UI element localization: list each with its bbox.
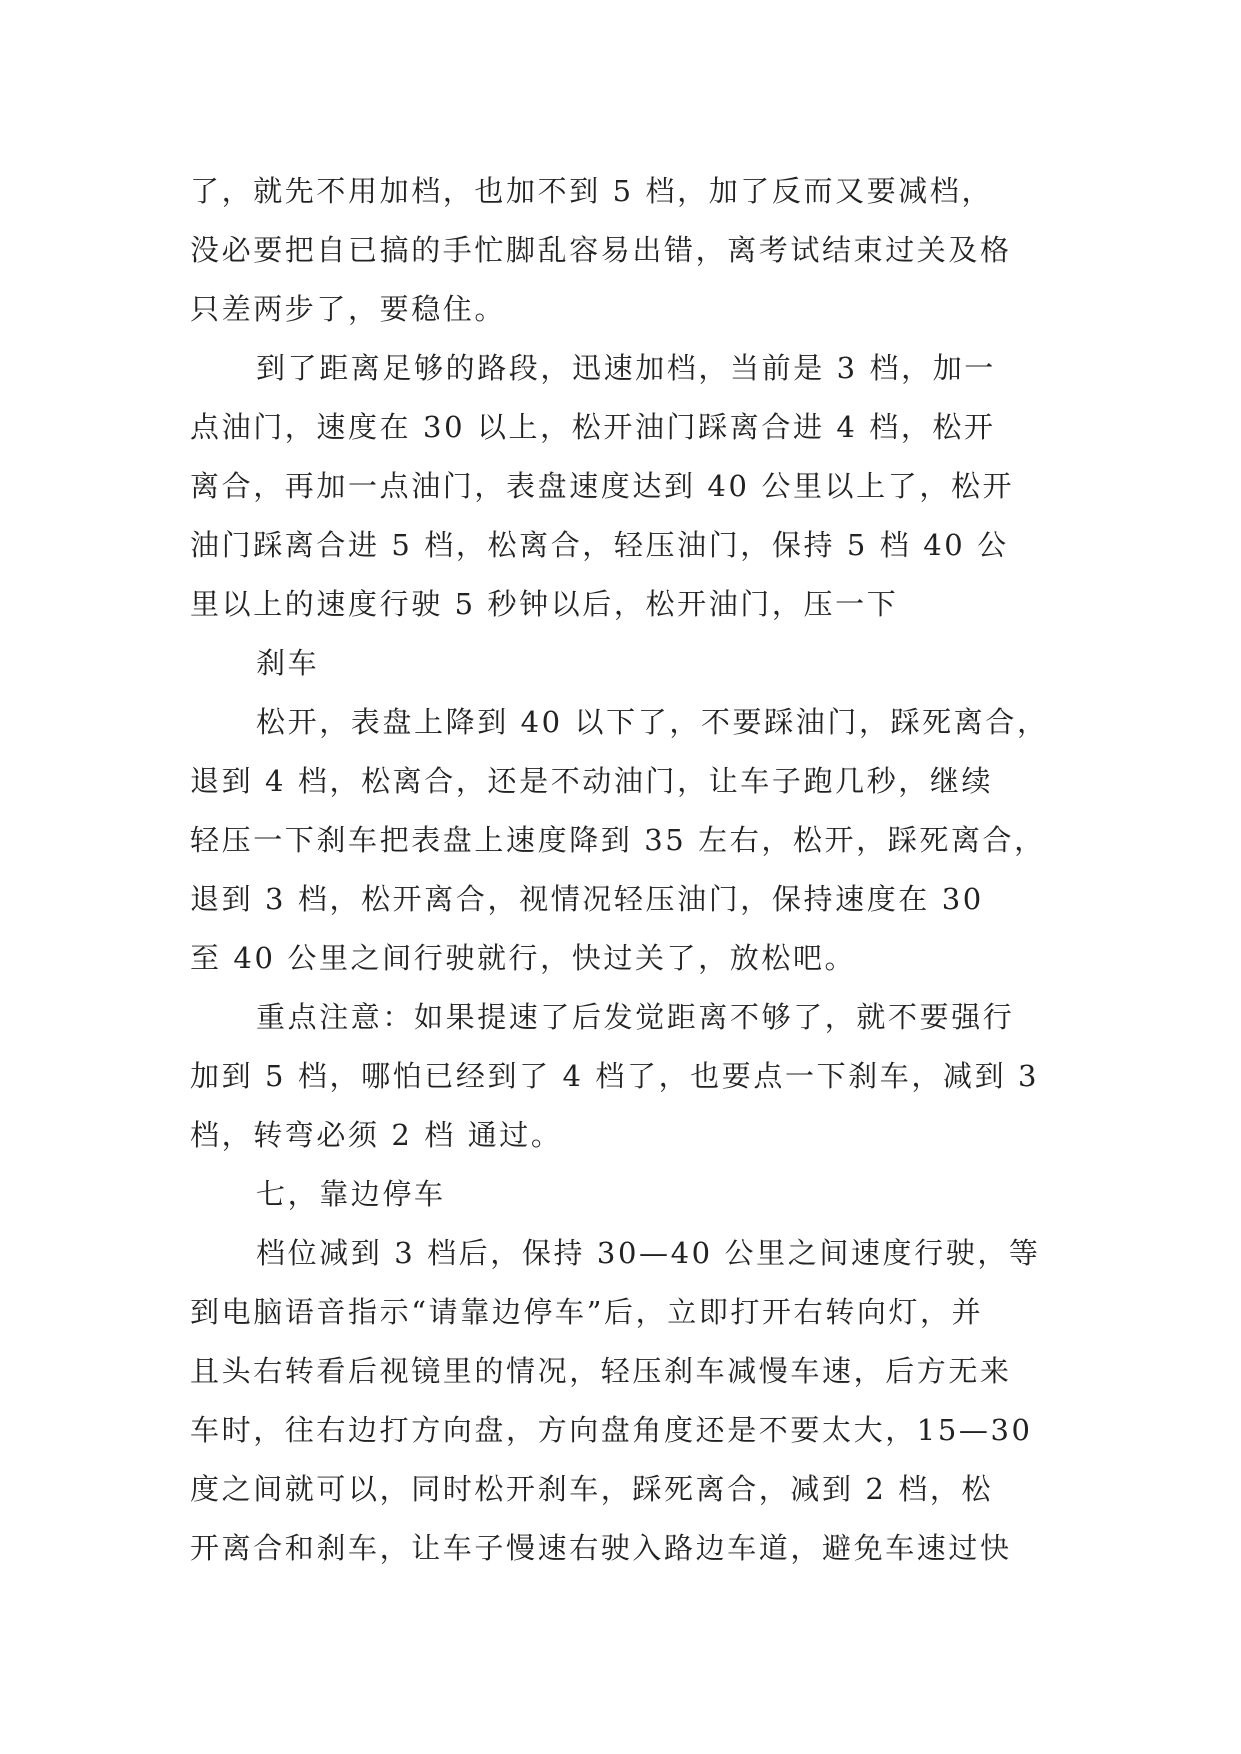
text-line: 点油门，速度在 30 以上，松开油门踩离合进 4 档，松开 (190, 410, 996, 444)
text-line: 油门踩离合进 5 档，松离合，轻压油门，保持 5 档 40 公 (190, 528, 1009, 562)
text-line: 且头右转看后视镜里的情况，轻压刹车减慢车速，后方无来 (190, 1354, 1012, 1388)
text-line: 档，转弯必须 2 档 通过。 (190, 1118, 563, 1152)
text-line: 到了距离足够的路段，迅速加档，当前是 3 档，加一 (256, 351, 996, 385)
text-line: 轻压一下刹车把表盘上速度降到 35 左右，松开，踩死离合， (190, 823, 1046, 857)
text-line: 了，就先不用加档，也加不到 5 档，加了反而又要减档， (190, 174, 994, 208)
text-line: 只差两步了，要稳住。 (190, 292, 507, 326)
text-line: 退到 4 档，松离合，还是不动油门，让车子跑几秒，继续 (190, 764, 994, 798)
text-line: 车时，往右边打方向盘，方向盘角度还是不要太大，15—30 (190, 1413, 1033, 1447)
text-line: 重点注意：如果提速了后发觉距离不够了，就不要强行 (256, 1000, 1015, 1034)
text-line: 加到 5 档，哪怕已经到了 4 档了，也要点一下刹车，减到 3 (190, 1059, 1040, 1093)
text-line: 里以上的速度行驶 5 秒钟以后，松开油门，压一下 (190, 587, 899, 621)
text-line: 档位减到 3 档后，保持 30—40 公里之间速度行驶，等 (256, 1236, 1041, 1270)
document-body (190, 162, 1050, 1578)
text-line: 至 40 公里之间行驶就行，快过关了，放松吧。 (190, 941, 857, 975)
text-line: 到电脑语音指示“请靠边停车”后，立即打开右转向灯，并 (190, 1295, 984, 1329)
text-line: 没必要把自已搞的手忙脚乱容易出错，离考试结束过关及格 (190, 233, 1012, 267)
section-heading: 七，靠边停车 (256, 1177, 446, 1211)
text-line: 退到 3 档，松开离合，视情况轻压油门，保持速度在 30 (190, 882, 984, 916)
text-line: 松开，表盘上降到 40 以下了，不要踩油门，踩死离合， (256, 705, 1049, 739)
text-line: 度之间就可以，同时松开刹车，踩死离合，减到 2 档，松 (190, 1472, 994, 1506)
text-line: 开离合和刹车，让车子慢速右驶入路边车道，避免车速过快 (190, 1531, 1012, 1565)
text-line: 刹车 (256, 646, 320, 680)
text-line: 离合，再加一点油门，表盘速度达到 40 公里以上了，松开 (190, 469, 1015, 503)
